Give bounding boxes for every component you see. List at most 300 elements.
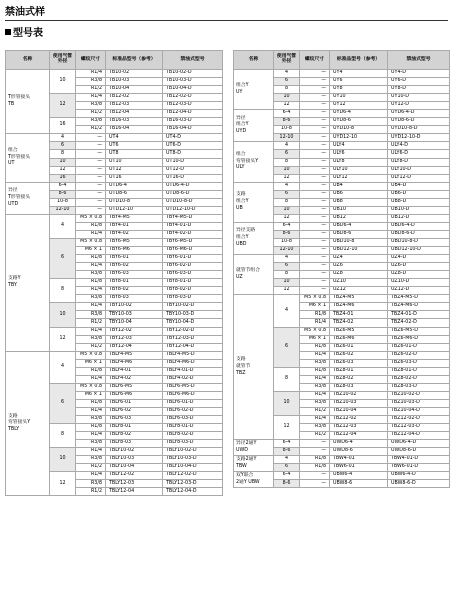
thread-cell: M5 × 0.8 bbox=[300, 295, 330, 303]
od-cell: 4 bbox=[274, 70, 300, 78]
group-name-cell: 支路2通Y TBW bbox=[234, 456, 274, 472]
oil-free-model-cell: TB12-02-D bbox=[163, 94, 223, 102]
thread-cell: R1/4 bbox=[76, 70, 106, 78]
header-thread: 螺纹尺寸 bbox=[300, 51, 330, 70]
thread-cell: — bbox=[300, 182, 330, 190]
std-model-cell: TBY10-03 bbox=[106, 311, 163, 319]
header-thread: 螺纹尺寸 bbox=[76, 51, 106, 70]
std-model-cell: UT8 bbox=[106, 150, 163, 158]
od-cell: 6 bbox=[50, 142, 76, 150]
thread-cell: — bbox=[300, 271, 330, 279]
thread-cell: R1/4 bbox=[300, 351, 330, 359]
thread-cell: — bbox=[300, 238, 330, 246]
std-model-cell: TBY8-02 bbox=[106, 287, 163, 295]
thread-cell: R1/2 bbox=[300, 432, 330, 440]
std-model-cell: TBY4-02 bbox=[106, 230, 163, 238]
oil-free-model-cell: UYD8-6-D bbox=[388, 118, 450, 126]
group-name-cell: 支路 就管节 TBZ bbox=[234, 295, 274, 440]
oil-free-model-cell: UYD6-4-D bbox=[388, 110, 450, 118]
od-cell: 4 bbox=[274, 255, 300, 263]
oil-free-model-cell: TBY6-01-D bbox=[163, 255, 223, 263]
od-cell: 12 bbox=[274, 287, 300, 295]
oil-free-model-cell: TBZ6-M6-D bbox=[388, 335, 450, 343]
oil-free-model-cell: TBLY10-03-D bbox=[163, 456, 223, 464]
thread-cell: — bbox=[300, 70, 330, 78]
oil-free-model-cell: TBY4-01-D bbox=[163, 222, 223, 230]
od-cell: 12 bbox=[50, 94, 76, 118]
group-name-cell: 异径 T形管接头 UTD bbox=[6, 182, 50, 214]
std-model-cell: UTD12-10 bbox=[106, 206, 163, 214]
oil-free-model-cell: TBZ4-M6-D bbox=[388, 303, 450, 311]
od-cell: 4 bbox=[274, 456, 300, 464]
thread-cell: — bbox=[300, 440, 330, 448]
std-model-cell: TBZ10-04 bbox=[330, 407, 388, 415]
od-cell: 8 bbox=[274, 367, 300, 391]
std-model-cell: UYD6-4 bbox=[330, 110, 388, 118]
thread-cell: R1/4 bbox=[76, 94, 106, 102]
oil-free-model-cell: UBD8-6-D bbox=[388, 230, 450, 238]
thread-cell: — bbox=[76, 182, 106, 190]
oil-free-model-cell: TBZ6-01-D bbox=[388, 343, 450, 351]
thread-cell: — bbox=[300, 78, 330, 86]
oil-free-model-cell: TBLY6-M6-D bbox=[163, 391, 223, 399]
thread-cell: — bbox=[300, 142, 330, 150]
group-name-cell: 组合 弯管接头Y ULY bbox=[234, 142, 274, 182]
thread-cell: R1/8 bbox=[76, 222, 106, 230]
std-model-cell: TBY10-02 bbox=[106, 303, 163, 311]
std-model-cell: UT6 bbox=[106, 142, 163, 150]
std-model-cell: UT4 bbox=[106, 134, 163, 142]
oil-free-model-cell: TBLY10-02-D bbox=[163, 448, 223, 456]
oil-free-model-cell: TB12-04-D bbox=[163, 110, 223, 118]
std-model-cell: ULY10 bbox=[330, 166, 388, 174]
od-cell: 8 bbox=[50, 424, 76, 448]
oil-free-model-cell: UZ4-D bbox=[388, 255, 450, 263]
oil-free-model-cell: ULY8-D bbox=[388, 158, 450, 166]
oil-free-model-cell: UWD8-6-D bbox=[388, 448, 450, 456]
thread-cell: R1/2 bbox=[300, 407, 330, 415]
od-cell: 6 bbox=[50, 383, 76, 423]
thread-cell: R1/4 bbox=[76, 407, 106, 415]
oil-free-model-cell: UB6-D bbox=[388, 190, 450, 198]
std-model-cell: ULY8 bbox=[330, 158, 388, 166]
oil-free-model-cell: UT8-D bbox=[163, 150, 223, 158]
oil-free-model-cell: UZ6-D bbox=[388, 263, 450, 271]
od-cell: 4 bbox=[274, 295, 300, 327]
od-cell: 8 bbox=[274, 86, 300, 94]
std-model-cell: UB4 bbox=[330, 182, 388, 190]
od-cell: 12-10 bbox=[274, 247, 300, 255]
thread-cell: — bbox=[300, 247, 330, 255]
title-divider bbox=[5, 20, 448, 21]
oil-free-model-cell: TBY8-01-D bbox=[163, 279, 223, 287]
header-std: 标准品型号（参考） bbox=[106, 51, 163, 70]
od-cell: 8 bbox=[274, 198, 300, 206]
thread-cell: — bbox=[300, 118, 330, 126]
od-cell: 8 bbox=[274, 158, 300, 166]
od-cell: 4 bbox=[50, 214, 76, 238]
od-cell: 8-6 bbox=[50, 190, 76, 198]
section-title bbox=[5, 24, 43, 39]
std-model-cell: TBZ4-01 bbox=[330, 311, 388, 319]
oil-free-model-cell: TBLY4-01-D bbox=[163, 367, 223, 375]
std-model-cell: TBLY12-03 bbox=[106, 480, 163, 488]
table-row bbox=[234, 456, 450, 464]
oil-free-model-cell: UY10-D bbox=[388, 94, 450, 102]
std-model-cell: TBY6-M6 bbox=[106, 247, 163, 255]
table-row bbox=[234, 295, 450, 303]
oil-free-model-cell: UYD10-8-D bbox=[388, 126, 450, 134]
oil-free-model-cell: TBLY12-02-D bbox=[163, 472, 223, 480]
oil-free-model-cell: TBZ6-02-D bbox=[388, 351, 450, 359]
std-model-cell: TBY12-02 bbox=[106, 327, 163, 335]
thread-cell: — bbox=[300, 448, 330, 456]
std-model-cell: UWD8-6 bbox=[330, 448, 388, 456]
thread-cell: — bbox=[300, 206, 330, 214]
std-model-cell: TBZ6-01 bbox=[330, 343, 388, 351]
thread-cell: R1/8 bbox=[300, 456, 330, 464]
thread-cell: — bbox=[300, 190, 330, 198]
oil-free-model-cell: UBW8-6-D bbox=[388, 480, 450, 488]
page-title: 禁油式样 bbox=[5, 7, 45, 18]
od-cell: 8-6 bbox=[274, 448, 300, 456]
std-model-cell: UBD12-10 bbox=[330, 247, 388, 255]
group-name-cell: 支路 组合Y UB bbox=[234, 182, 274, 222]
table-row bbox=[234, 222, 450, 230]
thread-cell: R1/4 bbox=[300, 416, 330, 424]
od-cell: 12 bbox=[274, 102, 300, 110]
std-model-cell: TBLY4-M5 bbox=[106, 351, 163, 359]
od-cell: 6 bbox=[274, 78, 300, 86]
oil-free-model-cell: TBLY12-03-D bbox=[163, 480, 223, 488]
table-row bbox=[234, 70, 450, 78]
std-model-cell: TBY8-01 bbox=[106, 279, 163, 287]
std-model-cell: TBW4-01 bbox=[330, 456, 388, 464]
oil-free-model-cell: TBLY10-04-D bbox=[163, 464, 223, 472]
od-cell: 12-10 bbox=[274, 134, 300, 142]
oil-free-model-cell: UY12-D bbox=[388, 102, 450, 110]
std-model-cell: TBLY10-02 bbox=[106, 448, 163, 456]
oil-free-model-cell: TBLY4-02-D bbox=[163, 375, 223, 383]
thread-cell: — bbox=[76, 134, 106, 142]
std-model-cell: UT10 bbox=[106, 158, 163, 166]
std-model-cell: TBLY6-01 bbox=[106, 399, 163, 407]
od-cell: 6-4 bbox=[274, 472, 300, 480]
std-model-cell: TBY6-03 bbox=[106, 271, 163, 279]
thread-cell: — bbox=[300, 174, 330, 182]
std-model-cell: TBZ6-M6 bbox=[330, 335, 388, 343]
od-cell: 4 bbox=[50, 134, 76, 142]
std-model-cell: UZ4 bbox=[330, 255, 388, 263]
oil-free-model-cell: UT6-D bbox=[163, 142, 223, 150]
oil-free-model-cell: UZ10-D bbox=[388, 279, 450, 287]
std-model-cell: UY12 bbox=[330, 102, 388, 110]
thread-cell: R1/2 bbox=[76, 110, 106, 118]
thread-cell: R1/4 bbox=[76, 303, 106, 311]
header-od: 使用气管外径 bbox=[50, 51, 76, 70]
std-model-cell: UZ10 bbox=[330, 279, 388, 287]
thread-cell: R1/2 bbox=[76, 343, 106, 351]
std-model-cell: UB8 bbox=[330, 198, 388, 206]
od-cell: 6-4 bbox=[274, 222, 300, 230]
std-model-cell: ULY6 bbox=[330, 150, 388, 158]
thread-cell: R1/8 bbox=[76, 255, 106, 263]
od-cell: 10-8 bbox=[274, 238, 300, 246]
thread-cell: R1/8 bbox=[300, 367, 330, 375]
std-model-cell: TB10-02 bbox=[106, 70, 163, 78]
std-model-cell: TBLY6-02 bbox=[106, 407, 163, 415]
thread-cell: R1/8 bbox=[300, 343, 330, 351]
oil-free-model-cell: TB10-02-D bbox=[163, 70, 223, 78]
std-model-cell: TBY10-04 bbox=[106, 319, 163, 327]
oil-free-model-cell: TBZ8-03-D bbox=[388, 383, 450, 391]
group-name-cell: 组合Y UY bbox=[234, 70, 274, 110]
table-row bbox=[6, 214, 223, 222]
std-model-cell: TBY4-M5 bbox=[106, 214, 163, 222]
oil-free-model-cell: UY4-D bbox=[388, 70, 450, 78]
group-name-cell: T形管接头 TB bbox=[6, 70, 50, 134]
od-cell: 6 bbox=[274, 150, 300, 158]
oil-free-model-cell: TBW6-01-D bbox=[388, 464, 450, 472]
thread-cell: — bbox=[300, 86, 330, 94]
std-model-cell: UY10 bbox=[330, 94, 388, 102]
thread-cell: M6 × 1 bbox=[76, 247, 106, 255]
oil-free-model-cell: TB10-04-D bbox=[163, 86, 223, 94]
oil-free-model-cell: UT12-D bbox=[163, 166, 223, 174]
oil-free-model-cell: UZ12-D bbox=[388, 287, 450, 295]
oil-free-model-cell: TBY12-02-D bbox=[163, 327, 223, 335]
table-row bbox=[6, 182, 223, 190]
oil-free-model-cell: TBY12-03-D bbox=[163, 335, 223, 343]
std-model-cell: UYD12-10 bbox=[330, 134, 388, 142]
oil-free-model-cell: TBLY6-03-D bbox=[163, 416, 223, 424]
od-cell: 6 bbox=[274, 190, 300, 198]
group-name-cell: 组合 T形管接头 UT bbox=[6, 134, 50, 182]
oil-free-model-cell: TBY10-02-D bbox=[163, 303, 223, 311]
od-cell: 12 bbox=[274, 174, 300, 182]
thread-cell: — bbox=[76, 142, 106, 150]
od-cell: 10 bbox=[274, 279, 300, 287]
model-table-left bbox=[5, 50, 223, 496]
oil-free-model-cell: TBY4-M5-D bbox=[163, 214, 223, 222]
od-cell: 10 bbox=[274, 206, 300, 214]
od-cell: 10 bbox=[50, 70, 76, 94]
thread-cell: M6 × 1 bbox=[300, 303, 330, 311]
od-cell: 6-4 bbox=[50, 182, 76, 190]
od-cell: 12 bbox=[274, 416, 300, 440]
std-model-cell: UY4 bbox=[330, 70, 388, 78]
oil-free-model-cell: TBY6-03-D bbox=[163, 271, 223, 279]
thread-cell: R1/8 bbox=[300, 311, 330, 319]
std-model-cell: ULY4 bbox=[330, 142, 388, 150]
thread-cell: R3/8 bbox=[76, 335, 106, 343]
oil-free-model-cell: TBLY8-01-D bbox=[163, 424, 223, 432]
header-name: 名称 bbox=[6, 51, 50, 70]
od-cell: 4 bbox=[274, 182, 300, 190]
oil-free-model-cell: TBY10-04-D bbox=[163, 319, 223, 327]
table-row bbox=[6, 70, 223, 78]
thread-cell: R1/4 bbox=[76, 327, 106, 335]
oil-free-model-cell: TBZ12-03-D bbox=[388, 424, 450, 432]
od-cell: 16 bbox=[50, 118, 76, 134]
std-model-cell: UT16 bbox=[106, 174, 163, 182]
std-model-cell: UB6 bbox=[330, 190, 388, 198]
thread-cell: — bbox=[300, 150, 330, 158]
od-cell: 10 bbox=[274, 94, 300, 102]
std-model-cell: UBD10-8 bbox=[330, 238, 388, 246]
oil-free-model-cell: TBLY6-M5-D bbox=[163, 383, 223, 391]
oil-free-model-cell: TB10-03-D bbox=[163, 78, 223, 86]
oil-free-model-cell: TBZ4-02-D bbox=[388, 319, 450, 327]
oil-free-model-cell: TBY4-02-D bbox=[163, 230, 223, 238]
oil-free-model-cell: TBZ8-01-D bbox=[388, 367, 450, 375]
thread-cell: — bbox=[300, 166, 330, 174]
oil-free-model-cell: UB10-D bbox=[388, 206, 450, 214]
std-model-cell: TBZ12-03 bbox=[330, 424, 388, 432]
oil-free-model-cell: UB4-D bbox=[388, 182, 450, 190]
std-model-cell: UBW8-6 bbox=[330, 480, 388, 488]
thread-cell: — bbox=[76, 190, 106, 198]
std-model-cell: TBY6-02 bbox=[106, 263, 163, 271]
std-model-cell: TBZ8-01 bbox=[330, 367, 388, 375]
thread-cell: R1/4 bbox=[76, 375, 106, 383]
std-model-cell: TBLY4-02 bbox=[106, 375, 163, 383]
oil-free-model-cell: TBY12-04-D bbox=[163, 343, 223, 351]
thread-cell: R1/4 bbox=[76, 472, 106, 480]
thread-cell: R1/2 bbox=[76, 488, 106, 496]
thread-cell: R3/8 bbox=[300, 399, 330, 407]
oil-free-model-cell: UY8-D bbox=[388, 86, 450, 94]
od-cell: 10-8 bbox=[50, 198, 76, 206]
od-cell: 4 bbox=[274, 142, 300, 150]
std-model-cell: TB12-04 bbox=[106, 110, 163, 118]
thread-cell: R1/8 bbox=[76, 367, 106, 375]
std-model-cell: TBY4-01 bbox=[106, 222, 163, 230]
table-header-row bbox=[6, 51, 223, 70]
thread-cell: — bbox=[300, 480, 330, 488]
thread-cell: M5 × 0.8 bbox=[300, 327, 330, 335]
std-model-cell: TBW6-01 bbox=[330, 464, 388, 472]
od-cell: 12 bbox=[50, 472, 76, 496]
oil-free-model-cell: UBW6-4-D bbox=[388, 472, 450, 480]
oil-free-model-cell: TBZ8-02-D bbox=[388, 375, 450, 383]
oil-free-model-cell: TBLY6-02-D bbox=[163, 407, 223, 415]
thread-cell: M6 × 1 bbox=[300, 335, 330, 343]
table-row bbox=[234, 142, 450, 150]
thread-cell: — bbox=[300, 287, 330, 295]
od-cell: 12 bbox=[274, 214, 300, 222]
thread-cell: — bbox=[76, 166, 106, 174]
od-cell: 6-4 bbox=[274, 110, 300, 118]
std-model-cell: TBZ10-03 bbox=[330, 399, 388, 407]
od-cell: 10 bbox=[50, 158, 76, 166]
thread-cell: — bbox=[300, 94, 330, 102]
oil-free-model-cell: ULY4-D bbox=[388, 142, 450, 150]
thread-cell: M5 × 0.8 bbox=[76, 383, 106, 391]
std-model-cell: UTD8-6 bbox=[106, 190, 163, 198]
group-name-cell: 支路Y TBY bbox=[6, 214, 50, 351]
thread-cell: R1/4 bbox=[76, 230, 106, 238]
header-name: 名称 bbox=[234, 51, 274, 70]
std-model-cell: TBZ4-M5 bbox=[330, 295, 388, 303]
header-oil: 禁油式型号 bbox=[163, 51, 223, 70]
std-model-cell: TBLY6-03 bbox=[106, 416, 163, 424]
od-cell: 10 bbox=[50, 303, 76, 327]
thread-cell: M5 × 0.8 bbox=[76, 214, 106, 222]
thread-cell: — bbox=[76, 206, 106, 214]
std-model-cell: UT12 bbox=[106, 166, 163, 174]
oil-free-model-cell: TBY8-03-D bbox=[163, 295, 223, 303]
od-cell: 16 bbox=[50, 174, 76, 182]
oil-free-model-cell: UT16-D bbox=[163, 174, 223, 182]
group-name-cell: 双Y联合 2通Y UBW bbox=[234, 472, 274, 488]
thread-cell: R3/8 bbox=[76, 456, 106, 464]
od-cell: 8-6 bbox=[274, 480, 300, 488]
std-model-cell: TBZ4-02 bbox=[330, 319, 388, 327]
thread-cell: — bbox=[300, 126, 330, 134]
table-row bbox=[234, 182, 450, 190]
oil-free-model-cell: TBLY6-01-D bbox=[163, 399, 223, 407]
od-cell: 12 bbox=[50, 327, 76, 351]
oil-free-model-cell: TB16-03-D bbox=[163, 118, 223, 126]
thread-cell: — bbox=[300, 255, 330, 263]
oil-free-model-cell: TBZ12-04-D bbox=[388, 432, 450, 440]
thread-cell: R3/8 bbox=[76, 295, 106, 303]
std-model-cell: TBZ12-02 bbox=[330, 416, 388, 424]
std-model-cell: TBLY4-01 bbox=[106, 367, 163, 375]
oil-free-model-cell: TBLY4-M6-D bbox=[163, 359, 223, 367]
oil-free-model-cell: UBD6-4-D bbox=[388, 222, 450, 230]
oil-free-model-cell: TBW4-01-D bbox=[388, 456, 450, 464]
od-cell: 6 bbox=[274, 327, 300, 367]
oil-free-model-cell: TBY8-02-D bbox=[163, 287, 223, 295]
std-model-cell: UBD8-6 bbox=[330, 230, 388, 238]
group-name-cell: 异径2通Y UWD bbox=[234, 440, 274, 456]
od-cell: 6 bbox=[274, 263, 300, 271]
std-model-cell: UTD10-8 bbox=[106, 198, 163, 206]
thread-cell: — bbox=[300, 214, 330, 222]
header-od: 使用气管外径 bbox=[274, 51, 300, 70]
od-cell: 10 bbox=[274, 166, 300, 174]
table-row bbox=[6, 134, 223, 142]
od-cell: 8 bbox=[274, 271, 300, 279]
header-std: 标准品型号（参考） bbox=[330, 51, 388, 70]
group-name-cell: 支路 弯管接头Y TBLY bbox=[6, 351, 50, 496]
std-model-cell: UZ6 bbox=[330, 263, 388, 271]
oil-free-model-cell: UTD10-8-D bbox=[163, 198, 223, 206]
std-model-cell: TBZ8-02 bbox=[330, 375, 388, 383]
std-model-cell: UY6 bbox=[330, 78, 388, 86]
bullet-square-icon bbox=[5, 29, 11, 35]
std-model-cell: TBY12-03 bbox=[106, 335, 163, 343]
oil-free-model-cell: UB8-D bbox=[388, 198, 450, 206]
std-model-cell: TBZ6-02 bbox=[330, 351, 388, 359]
thread-cell: R1/4 bbox=[300, 375, 330, 383]
oil-free-model-cell: ULY10-D bbox=[388, 166, 450, 174]
oil-free-model-cell: TBLY8-03-D bbox=[163, 440, 223, 448]
od-cell: 8 bbox=[50, 150, 76, 158]
oil-free-model-cell: TBY6-M6-D bbox=[163, 247, 223, 255]
std-model-cell: UY8 bbox=[330, 86, 388, 94]
thread-cell: R1/8 bbox=[76, 399, 106, 407]
header-oil: 禁油式型号 bbox=[388, 51, 450, 70]
oil-free-model-cell: UTD8-6-D bbox=[163, 190, 223, 198]
oil-free-model-cell: UZ8-D bbox=[388, 271, 450, 279]
std-model-cell: TBLY6-M6 bbox=[106, 391, 163, 399]
thread-cell: M5 × 0.8 bbox=[76, 351, 106, 359]
thread-cell: R1/4 bbox=[300, 319, 330, 327]
std-model-cell: TB16-04 bbox=[106, 126, 163, 134]
